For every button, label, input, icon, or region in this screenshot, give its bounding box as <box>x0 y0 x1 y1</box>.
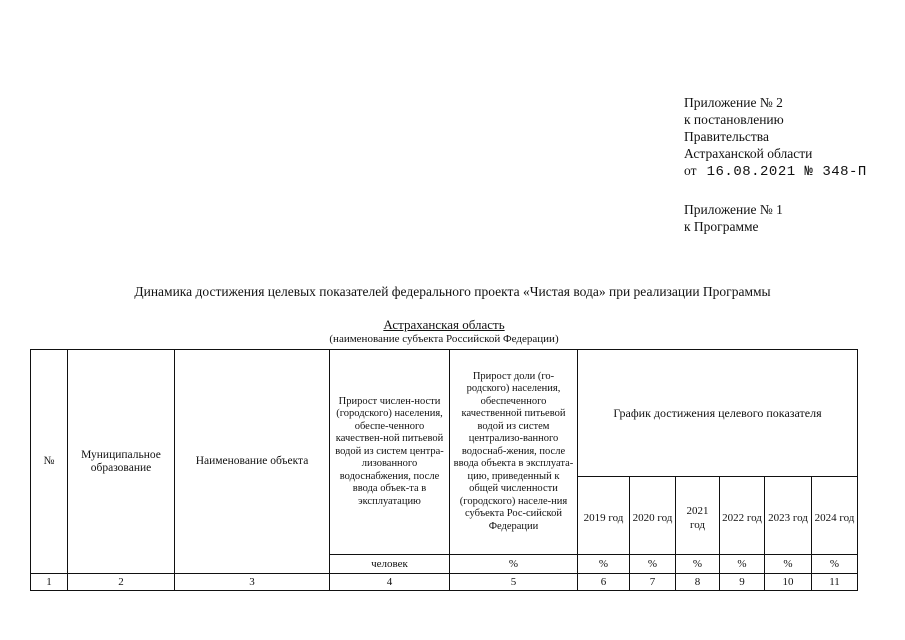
column-number: 3 <box>175 574 330 591</box>
column-number: 11 <box>812 574 858 591</box>
header-schedule: График достижения целевого показателя <box>578 350 858 477</box>
region-hint: (наименование субъекта Российской Федерации) <box>329 333 559 345</box>
header-municipality: Муниципальное образование <box>68 350 175 574</box>
unit-share: % <box>450 555 578 574</box>
header-year: 2023 год <box>765 477 812 555</box>
header-year: 2022 год <box>720 477 765 555</box>
column-number: 6 <box>578 574 630 591</box>
resolution-date-number: 16.08.2021 № 348-П <box>706 164 867 180</box>
header-share-growth: Прирост доли (го-родского) населения, обеспеченного качественной питьевой водой из систем централизо-ванного водоснаб-жения, после ввода объекта в эксплуата-цию, приведенный к общей численности (городского) населе-ния субъекта Рос-сийской Федерации <box>450 350 578 555</box>
unit-year: % <box>630 555 676 574</box>
unit-year: % <box>578 555 630 574</box>
appendix-line: Приложение № 1 <box>684 202 783 217</box>
header-population-growth: Прирост числен-ности (городского) населения, обеспе-ченного качествен-ной питьевой водой из систем центра-лизованного водоснабжения, после ввода объек-та в эксплуатацию <box>330 350 450 555</box>
column-number: 5 <box>450 574 578 591</box>
resolution-appendix-block <box>684 94 867 181</box>
column-number: 7 <box>630 574 676 591</box>
column-number: 9 <box>720 574 765 591</box>
indicators-table <box>30 349 858 591</box>
header-year: 2019 год <box>578 477 630 555</box>
column-number: 10 <box>765 574 812 591</box>
column-number: 1 <box>31 574 68 591</box>
document-title: Динамика достижения целевых показателей федерального проекта «Чистая вода» при реализации Программы <box>134 284 771 299</box>
program-appendix-block <box>684 201 783 235</box>
unit-population: человек <box>330 555 450 574</box>
column-numbers-row <box>31 574 858 591</box>
column-number: 4 <box>330 574 450 591</box>
column-number: 2 <box>68 574 175 591</box>
appendix-line: Правительства <box>684 129 769 144</box>
appendix-line: к Программе <box>684 219 759 234</box>
appendix-line: Астраханской области <box>684 146 813 161</box>
header-year: 2021 год <box>676 477 720 555</box>
header-object-name: Наименование объекта <box>175 350 330 574</box>
resolution-date-line <box>684 162 867 181</box>
header-year: 2024 год <box>812 477 858 555</box>
date-prefix: от <box>684 163 697 178</box>
appendix-line: Приложение № 2 <box>684 95 783 110</box>
column-number: 8 <box>676 574 720 591</box>
region-name: Астраханская область <box>383 317 505 332</box>
header-year: 2020 год <box>630 477 676 555</box>
region-block <box>0 318 888 346</box>
unit-year: % <box>676 555 720 574</box>
unit-year: % <box>812 555 858 574</box>
appendix-line: к постановлению <box>684 112 784 127</box>
header-num: № <box>31 350 68 574</box>
unit-year: % <box>765 555 812 574</box>
unit-year: % <box>720 555 765 574</box>
